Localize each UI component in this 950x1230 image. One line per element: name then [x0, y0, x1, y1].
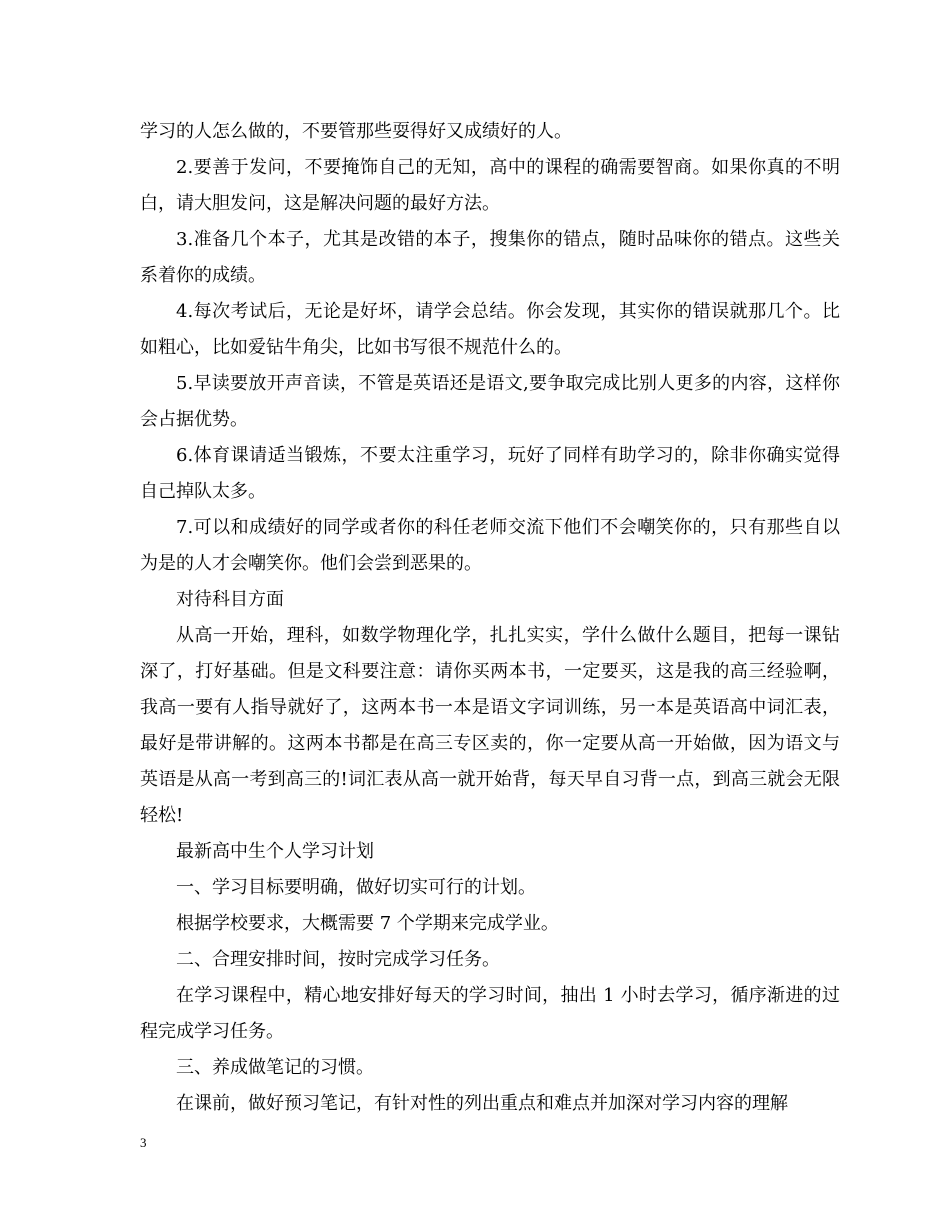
paragraph: 2.要善于发问，不要掩饰自己的无知，高中的课程的确需要智商。如果你真的不明白，请大胆发问，这是解决问题的最好方法。	[140, 157, 840, 214]
paragraph: 3.准备几个本子，尤其是改错的本子，搜集你的错点，随时品味你的错点。这些关系着你的成绩。	[140, 229, 840, 286]
section-heading: 对待科目方面	[176, 589, 284, 610]
document-body	[140, 114, 840, 1122]
paragraph: 6.体育课请适当锻炼，不要太注重学习，玩好了同样有助学习的，除非你确实觉得自己掉队太多。	[140, 445, 840, 502]
paragraph: 7.可以和成绩好的同学或者你的科任老师交流下他们不会嘲笑你的，只有那些自以为是的人才会嘲笑你。他们会尝到恶果的。	[140, 517, 840, 574]
paragraph: 4.每次考试后，无论是好坏，请学会总结。你会发现，其实你的错误就那几个。比如粗心，比如爱钻牛角尖，比如书写很不规范什么的。	[140, 301, 840, 358]
paragraph: 在课前，做好预习笔记，有针对性的列出重点和难点并加深对学习内容的理解	[176, 1093, 788, 1114]
paragraph: 三、养成做笔记的习惯。	[176, 1057, 374, 1078]
paragraph: 一、学习目标要明确，做好切实可行的计划。	[176, 877, 536, 898]
section-heading: 最新高中生个人学习计划	[176, 841, 374, 862]
paragraph: 在学习课程中，精心地安排好每天的学习时间，抽出 1 小时去学习，循序渐进的过程完成学习任务。	[140, 985, 840, 1042]
page-number: 3	[140, 1135, 147, 1150]
paragraph: 5.早读要放开声音读，不管是英语还是语文,要争取完成比别人更多的内容，这样你会占据优势。	[140, 373, 840, 430]
paragraph: 学习的人怎么做的，不要管那些耍得好又成绩好的人。	[140, 121, 572, 142]
paragraph: 二、合理安排时间，按时完成学习任务。	[176, 949, 500, 970]
paragraph: 从高一开始，理科，如数学物理化学，扎扎实实，学什么做什么题目，把每一课钻深了，打好基础。但是文科要注意：请你买两本书，一定要买，这是我的高三经验啊，我高一要有人指导就好了，这两本书一本是语文字词训练，另一本是英语高中词汇表，最好是带讲解的。这两本书都是在高三专区卖的，你一定要从高一开始做，因为语文与英语是从高一考到高三的!词汇表从高一就开始背，每天早自习背一点，到高三就会无限轻松!	[140, 625, 840, 826]
paragraph: 根据学校要求，大概需要 7 个学期来完成学业。	[176, 913, 559, 934]
